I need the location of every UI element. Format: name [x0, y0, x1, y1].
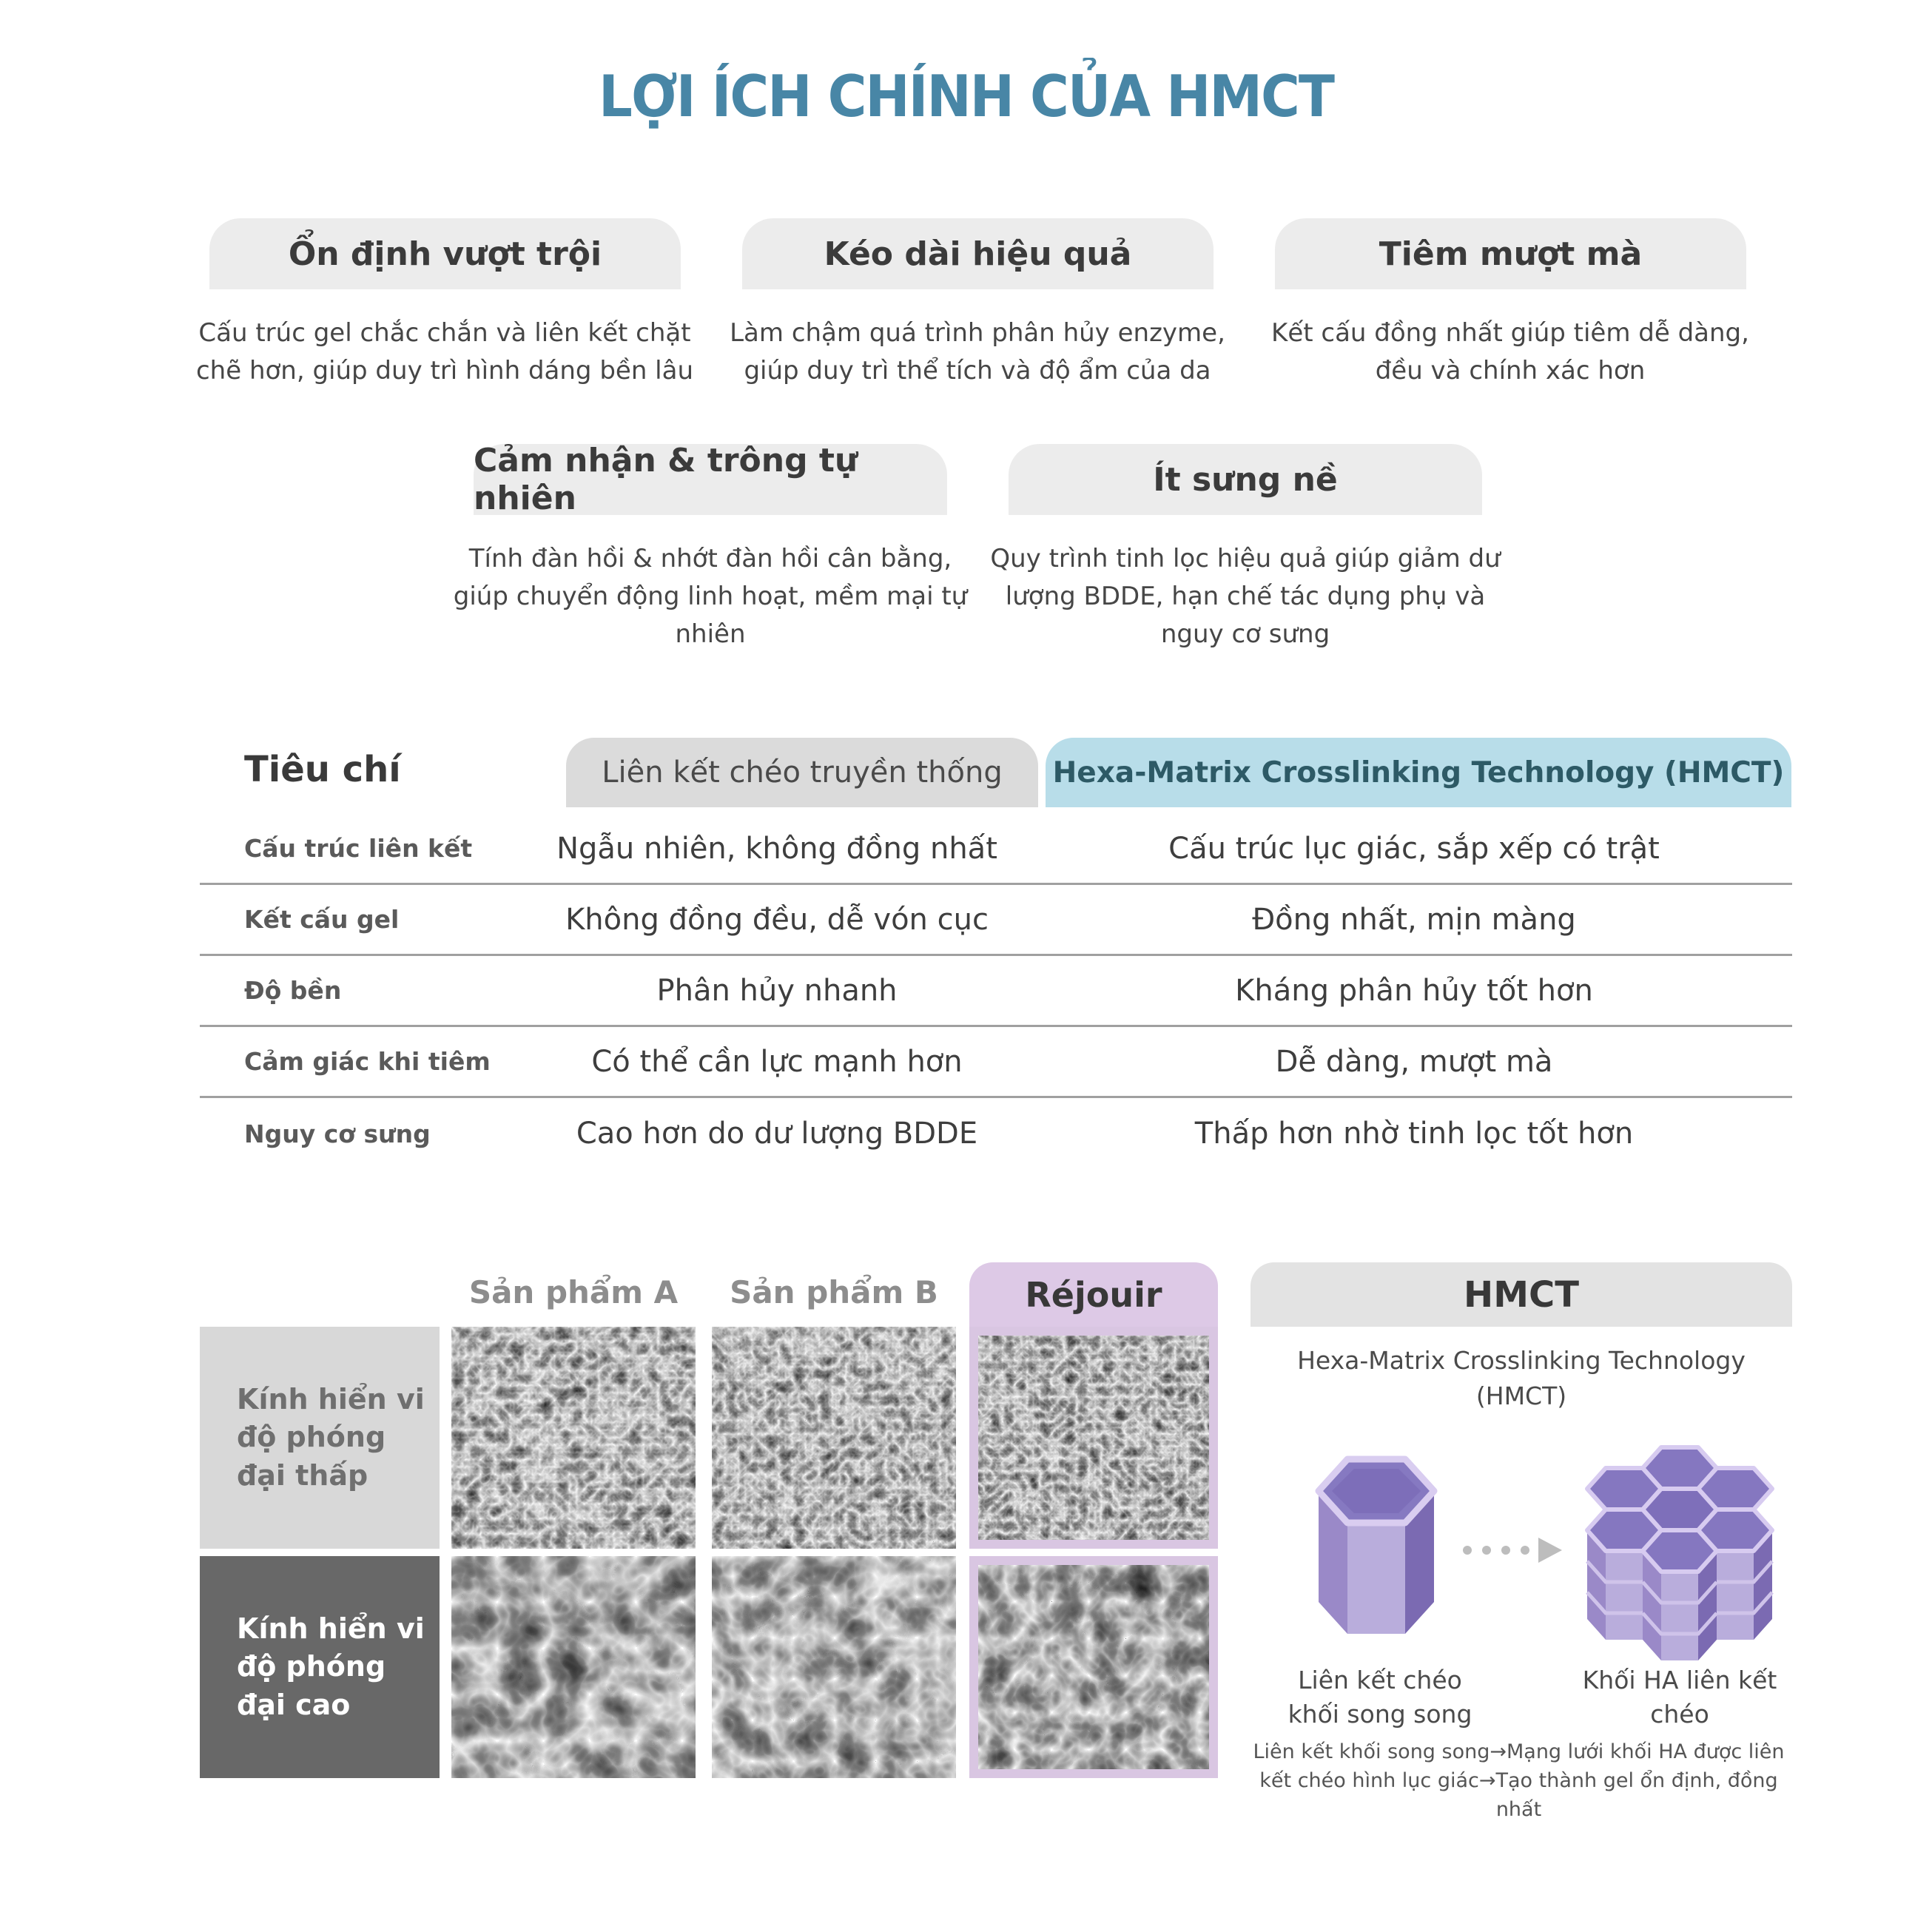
table-row-injection-feel — [200, 1027, 1792, 1098]
benefit-card-header-less-swelling: Ít sưng nề — [1009, 444, 1482, 515]
cell-traditional: Có thể cần lực mạnh hơn — [591, 1044, 963, 1079]
hex-prism-icon — [1302, 1435, 1450, 1665]
table-column-hmct: Hexa-Matrix Crosslinking Technology (HMCT) — [1046, 738, 1791, 807]
benefit-desc-smooth-injection: Kết cấu đồng nhất giúp tiêm dễ dàng, đều và chính xác hơn — [1271, 318, 1749, 386]
column-pill-hmct: HMCT — [1251, 1262, 1792, 1327]
microscopy-image-product-b-low — [712, 1327, 956, 1549]
rejouir-image-frame-low — [969, 1327, 1218, 1549]
rejouir-image-frame-high — [969, 1556, 1218, 1778]
row-label: Cảm giác khi tiêm — [244, 1047, 491, 1076]
benefit-card-header-stability: Ổn định vượt trội — [209, 218, 681, 289]
table-criteria-heading: Tiêu chí — [244, 749, 401, 790]
hmct-subtitle — [1251, 1343, 1792, 1414]
diagram-footnote: Liên kết khối song song→Mạng lưới khối HA được liên kết chéo hình lục giác→Tạo thành gel ổn định, đồng nhất — [1253, 1740, 1785, 1822]
microscopy-image-rejouir-high — [978, 1565, 1209, 1769]
benefit-card-header-smooth-injection: Tiêm mượt mà — [1275, 218, 1746, 289]
cell-traditional: Ngẫu nhiên, không đồng nhất — [556, 831, 997, 866]
row-label: Kết cấu gel — [244, 905, 400, 934]
benefit-desc-natural: Tính đàn hồi & nhớt đàn hồi cân bằng, giúp chuyển động linh hoạt, mềm mại tự nhiên — [453, 544, 968, 649]
table-row-gel-texture — [200, 885, 1792, 956]
microscopy-image-product-a-high — [451, 1556, 696, 1778]
hmct-subtitle-text: Hexa-Matrix Crosslinking Technology (HMCT) — [1297, 1346, 1746, 1410]
table-column-traditional: Liên kết chéo truyền thống — [566, 738, 1038, 807]
hex-cluster-icon — [1569, 1421, 1791, 1665]
benefit-desc-stability: Cấu trúc gel chắc chắn và liên kết chặt chẽ hơn, giúp duy trì hình dáng bền lâu — [195, 318, 693, 386]
dotted-arrow-icon — [1461, 1535, 1565, 1565]
benefit-desc-less-swelling: Quy trình tinh lọc hiệu quả giúp giảm dư lượng BDDE, hạn chế tác dụng phụ và nguy cơ sưng — [990, 544, 1501, 649]
microscopy-image-rejouir-low — [978, 1336, 1209, 1540]
cell-hmct: Cấu trúc lục giác, sắp xếp có trật — [1168, 831, 1660, 866]
table-row-durability — [200, 956, 1792, 1027]
caption-cluster: Khối HA liên kết chéo — [1582, 1666, 1777, 1729]
row-label: Cấu trúc liên kết — [244, 834, 473, 863]
cell-hmct: Kháng phân hủy tốt hơn — [1235, 973, 1593, 1008]
benefit-desc-duration: Làm chậm quá trình phân hủy enzyme, giúp duy trì thể tích và độ ẩm của da — [730, 318, 1225, 386]
cell-traditional: Phân hủy nhanh — [656, 973, 898, 1008]
row-label-low-magnification: Kính hiển vi độ phóng đại thấp — [200, 1327, 440, 1549]
caption-single-prism: Liên kết chéo khối song song — [1288, 1666, 1472, 1729]
column-label-product-a: Sản phẩm A — [468, 1274, 679, 1310]
cell-traditional: Không đồng đều, dễ vón cục — [565, 902, 989, 937]
row-label: Nguy cơ sưng — [244, 1119, 431, 1148]
comparison-table — [200, 814, 1792, 1169]
page-title: LỢI ÍCH CHÍNH CỦA HMCT — [598, 62, 1333, 130]
column-label-product-b: Sản phẩm B — [730, 1274, 938, 1310]
table-row-swelling-risk — [200, 1098, 1792, 1169]
row-label-high-magnification: Kính hiển vi độ phóng đại cao — [200, 1556, 440, 1778]
table-row-structure — [200, 814, 1792, 885]
cell-hmct: Dễ dàng, mượt mà — [1275, 1044, 1553, 1079]
cell-hmct: Thấp hơn nhờ tinh lọc tốt hơn — [1194, 1117, 1634, 1151]
microscopy-image-product-b-high — [712, 1556, 956, 1778]
benefit-card-header-natural: Cảm nhận & trông tự nhiên — [474, 444, 947, 515]
microscopy-image-product-a-low — [451, 1327, 696, 1549]
cell-hmct: Đồng nhất, mịn màng — [1252, 902, 1576, 937]
column-pill-rejouir: Réjouir — [969, 1262, 1218, 1327]
cell-traditional: Cao hơn do dư lượng BDDE — [576, 1117, 978, 1151]
benefit-card-header-duration: Kéo dài hiệu quả — [742, 218, 1214, 289]
row-label: Độ bền — [244, 976, 342, 1005]
